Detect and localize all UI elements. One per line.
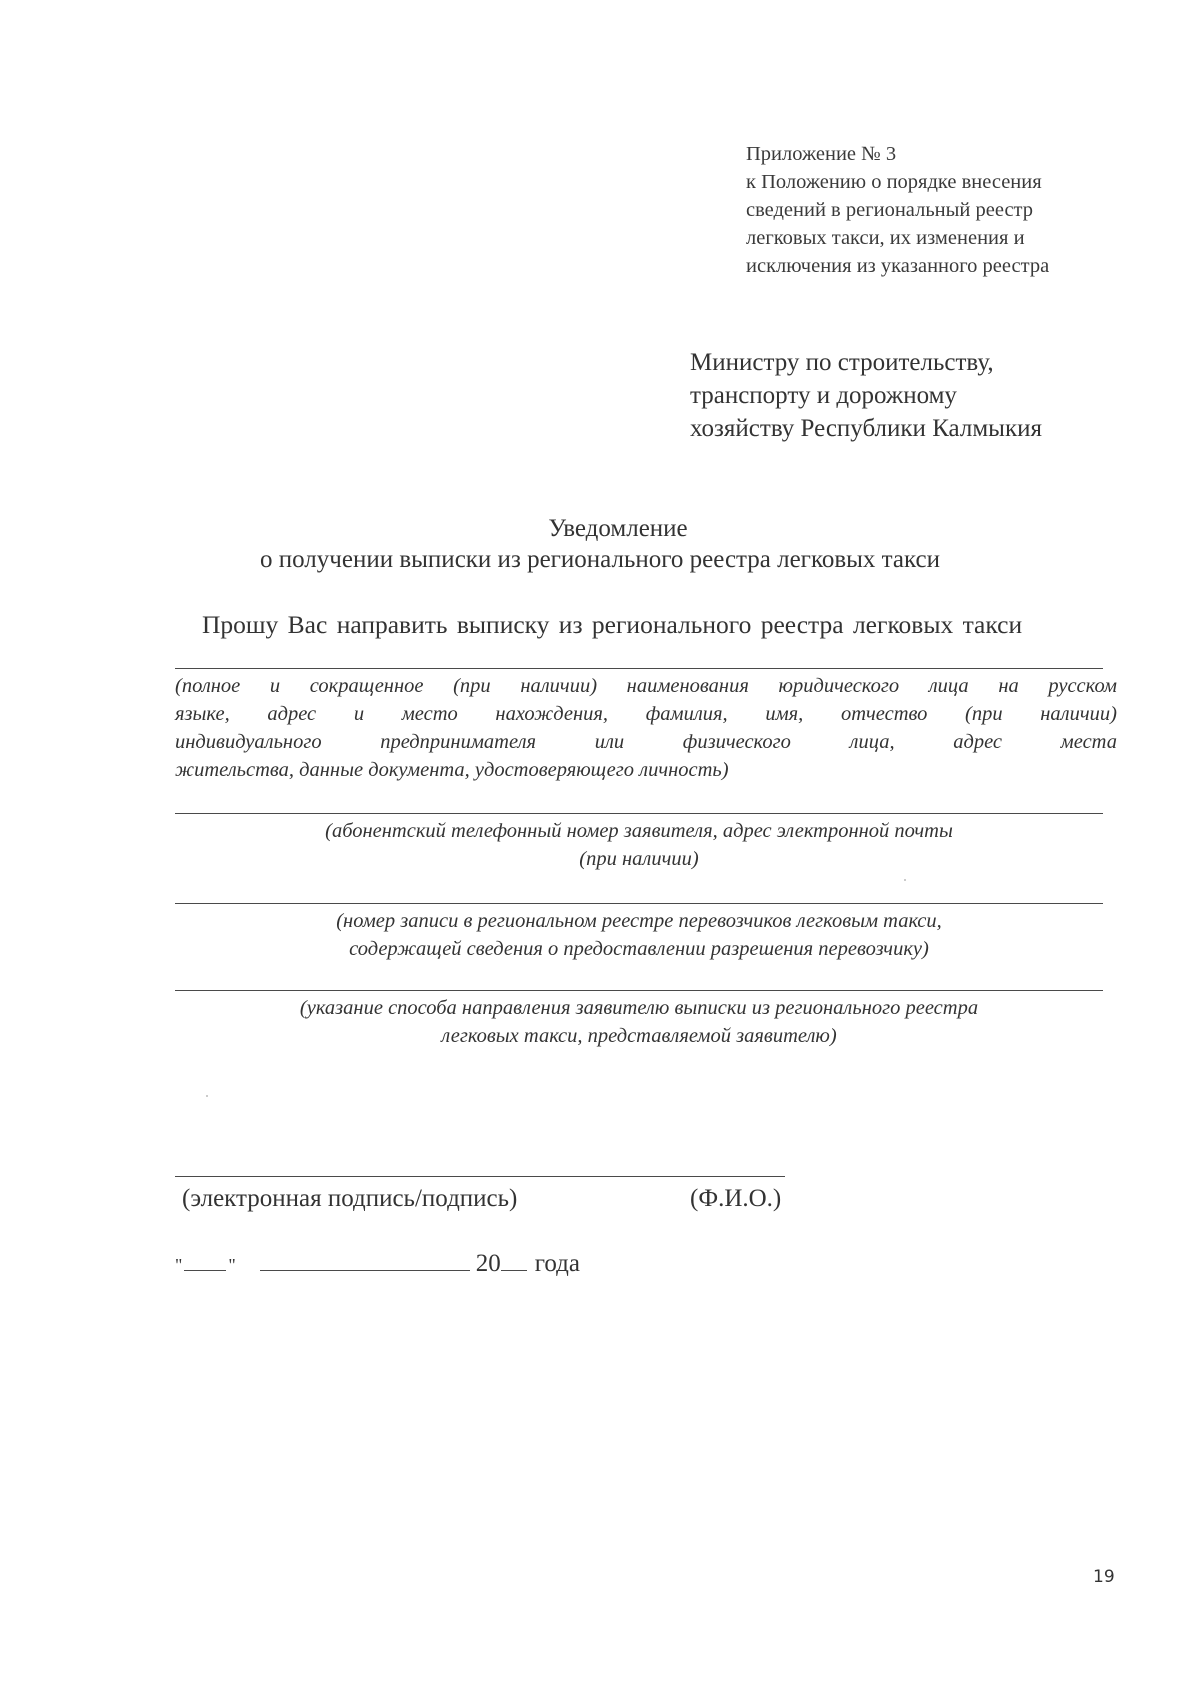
hint-word: отчество [840, 703, 928, 725]
appendix-line: к Положению о порядке внесения [746, 171, 1042, 193]
hint-row [175, 672, 1117, 700]
delivery-method-fill-line[interactable] [175, 990, 1103, 991]
applicant-name-fill-line[interactable] [175, 668, 1103, 669]
hint-word: имя, [765, 703, 804, 725]
hint-word: наличии) [1040, 703, 1117, 725]
addressee-line: хозяйству Республики Калмыкия [690, 415, 1042, 442]
hint-word: предпринимателя [380, 731, 537, 753]
hint-word: места [1060, 731, 1117, 753]
signature-label: (электронная подпись/подпись) [182, 1185, 518, 1212]
appendix-line: сведений в региональный реестр [746, 199, 1034, 221]
signature-fill-line[interactable] [175, 1176, 785, 1177]
hint-word: наименования [626, 675, 749, 697]
date-year-blank[interactable] [501, 1246, 527, 1271]
contact-hint [175, 817, 1103, 873]
contact-fill-line[interactable] [175, 813, 1103, 814]
hint-word: адрес [267, 703, 317, 725]
hint-line: (указание способа направления заявителю выписки из регионального реестра [299, 997, 979, 1019]
hint-word: адрес [953, 731, 1003, 753]
hint-word: физического [682, 731, 791, 753]
registry-record-fill-line[interactable] [175, 903, 1103, 904]
hint-word: (при [965, 703, 1003, 725]
hint-row [175, 756, 1117, 784]
hint-line: (абонентский телефонный номер заявителя, адрес электронной почты [325, 820, 953, 842]
hint-word: юридического [778, 675, 900, 697]
hint-word: фамилия, [645, 703, 728, 725]
scan-speck [904, 879, 906, 881]
applicant-name-hint [175, 672, 1117, 784]
hint-word: и [269, 675, 281, 697]
hint-word: жительства, данные документа, удостоверяющего личность) [175, 759, 729, 781]
hint-line: содержащей сведения о предоставлении разрешения перевозчику) [349, 938, 929, 960]
addressee-block [690, 346, 1150, 445]
date-year-word: года [534, 1250, 580, 1277]
appendix-line: легковых такси, их изменения и [746, 227, 1025, 249]
date-day-blank[interactable] [184, 1246, 226, 1271]
document-subtitle: о получении выписки из регионального реестра легковых такси [260, 546, 940, 573]
hint-word: сокращенное [309, 675, 424, 697]
registry-record-hint [175, 907, 1103, 963]
appendix-line: Приложение № 3 [746, 143, 897, 165]
date-open-quote: " [175, 1255, 183, 1275]
appendix-note [746, 140, 1146, 280]
hint-word: лица [928, 675, 969, 697]
date-month-blank[interactable] [260, 1246, 470, 1271]
hint-line: легковых такси, представляемой заявителю) [441, 1025, 837, 1047]
request-text: Прошу Вас направить выписку из регионального реестра легковых такси [202, 610, 1023, 639]
hint-line: (номер записи в региональном реестре перевозчиков легковым такси, [336, 910, 942, 932]
addressee-line: транспорту и дорожному [690, 382, 957, 409]
hint-word: место [401, 703, 458, 725]
hint-word: (полное [175, 675, 241, 697]
addressee-line: Министру по строительству, [690, 349, 994, 376]
hint-line: (при наличии) [579, 848, 699, 870]
hint-word: лица, [849, 731, 895, 753]
hint-word: языке, [175, 703, 230, 725]
date-line [175, 1246, 580, 1282]
page-number: 19 [1093, 1567, 1115, 1587]
hint-word: или [594, 731, 625, 753]
date-close-quote: " [228, 1255, 236, 1275]
hint-word: наличии) [520, 675, 598, 697]
hint-row [175, 700, 1117, 728]
hint-word: (при [453, 675, 491, 697]
hint-row [175, 728, 1117, 756]
hint-word: русском [1048, 675, 1117, 697]
hint-word: и [353, 703, 365, 725]
appendix-line: исключения из указанного реестра [746, 255, 1050, 277]
date-century: 20 [475, 1250, 501, 1277]
hint-word: нахождения, [495, 703, 609, 725]
delivery-method-hint [175, 994, 1103, 1050]
full-name-label: (Ф.И.О.) [690, 1185, 782, 1212]
scan-speck [206, 1095, 208, 1097]
document-title: Уведомление [548, 515, 688, 542]
hint-word: на [998, 675, 1019, 697]
hint-word: индивидуального [175, 731, 322, 753]
